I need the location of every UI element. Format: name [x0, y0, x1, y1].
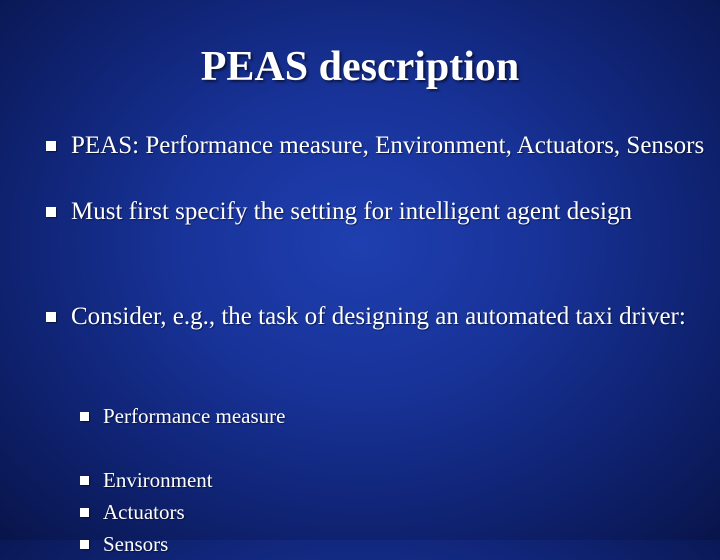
- bullet-text: Must first specify the setting for intelligent agent design: [71, 198, 632, 225]
- bullet-item: [46, 300, 706, 333]
- sub-bullet-item: [80, 528, 700, 560]
- square-bullet-icon: [80, 476, 89, 485]
- square-bullet-icon: [80, 412, 89, 421]
- sub-bullet-item: [80, 464, 700, 496]
- square-bullet-icon: [80, 508, 89, 517]
- sub-bullet-text: Actuators: [103, 500, 185, 524]
- bullet-text: PEAS: Performance measure, Environment, Actuators, Sensors: [71, 132, 705, 159]
- square-bullet-icon: [80, 540, 89, 549]
- sub-bullet-text: Sensors: [103, 532, 169, 556]
- square-bullet-icon: [46, 312, 56, 322]
- sub-bullet-item: [80, 400, 700, 432]
- bullet-text: Consider, e.g., the task of designing an automated taxi driver:: [71, 303, 686, 330]
- square-bullet-icon: [46, 141, 56, 151]
- sub-bullet-item: [80, 496, 700, 528]
- bullet-item: [46, 195, 706, 228]
- sub-bullet-text: Environment: [103, 468, 213, 492]
- bullet-item: [46, 129, 706, 162]
- square-bullet-icon: [46, 207, 56, 217]
- slide-title: PEAS description: [200, 44, 520, 90]
- sub-bullet-text: Performance measure: [103, 404, 286, 428]
